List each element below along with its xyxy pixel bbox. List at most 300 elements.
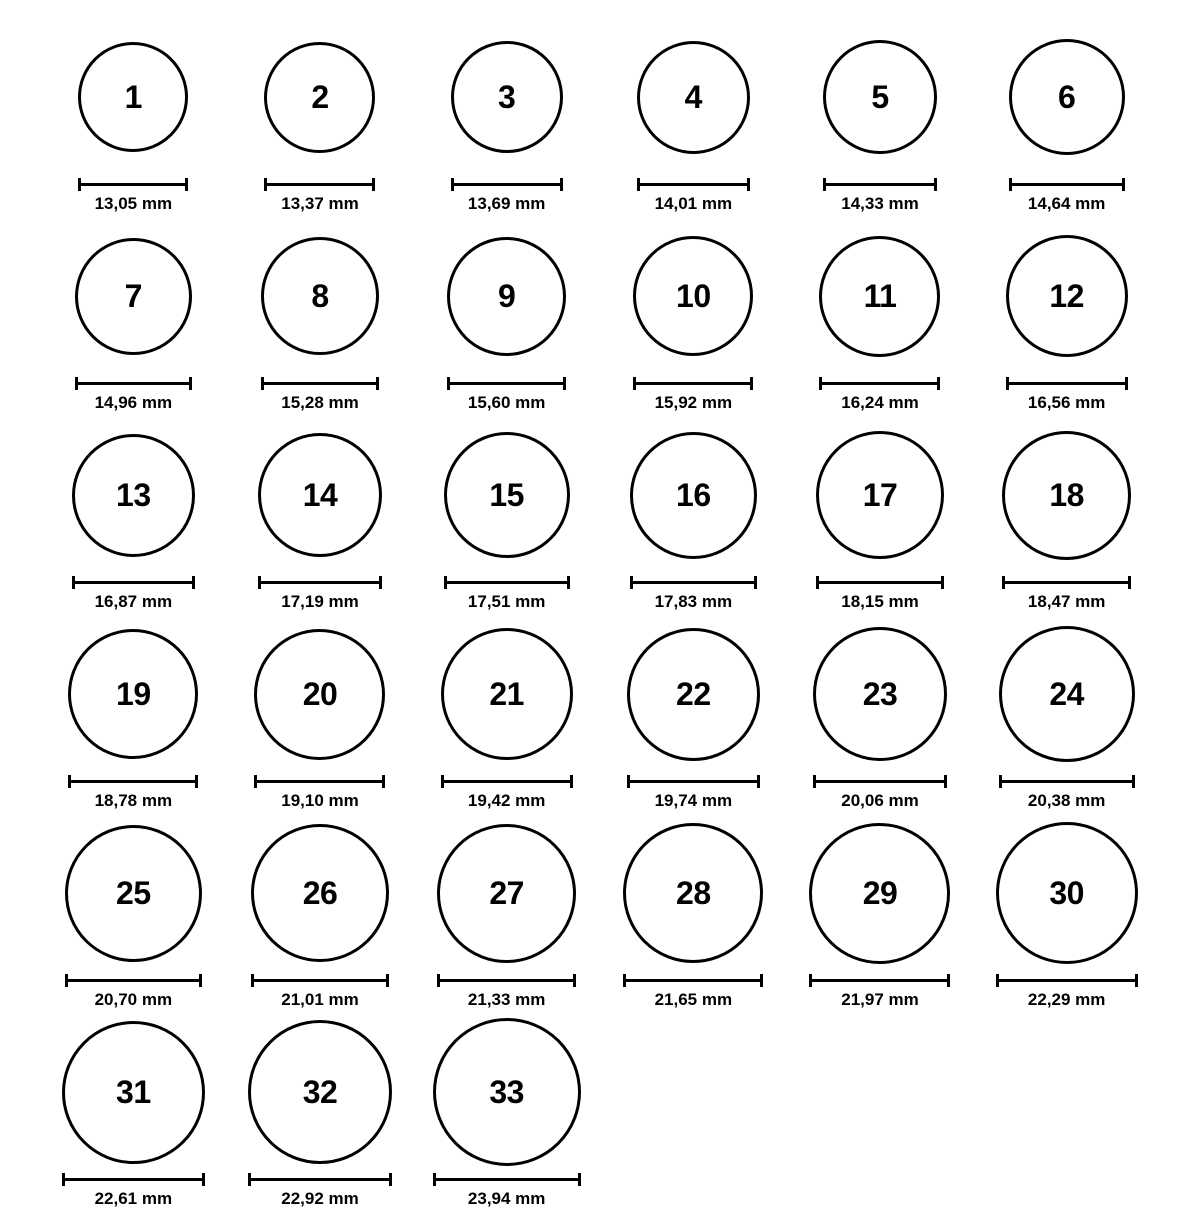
ring-circle-icon (264, 42, 375, 153)
ring-circle-wrap (251, 818, 389, 968)
ring-measurement (819, 377, 940, 413)
ring-circle-icon (1009, 39, 1125, 155)
ring-measurement (637, 178, 750, 214)
ring-size-cell (227, 420, 414, 619)
ring-measurement (248, 1173, 392, 1209)
ring-circle-wrap (441, 619, 573, 769)
ring-size-cell (973, 22, 1160, 221)
ring-size-cell (600, 420, 787, 619)
ring-circle-icon (433, 1018, 581, 1166)
ring-diameter-label: 14,01 mm (654, 194, 733, 213)
caliper-bar (633, 382, 753, 385)
caliper-bar (816, 581, 944, 584)
caliper-tick-right (382, 775, 385, 788)
ring-size-number: 7 (124, 278, 142, 314)
ring-diameter-label: 15,60 mm (467, 393, 546, 412)
caliper-tick-left (65, 974, 68, 987)
ring-size-number: 27 (489, 875, 524, 911)
ring-circle-wrap (72, 420, 195, 570)
ring-diameter-label: 22,92 mm (281, 1189, 359, 1208)
ring-measurement (444, 576, 570, 612)
ring-circle-icon (627, 628, 760, 761)
ring-size-cell (600, 22, 787, 221)
ring-size-number: 33 (489, 1074, 524, 1110)
ring-circle-icon (261, 237, 379, 355)
ring-circle-wrap (627, 619, 760, 769)
caliper-tick-left (1009, 178, 1012, 191)
ring-diameter-label: 14,96 mm (94, 393, 173, 412)
ring-circle-wrap (264, 22, 375, 172)
ring-size-number: 17 (862, 477, 898, 513)
ring-circle-icon (1006, 235, 1128, 357)
ring-circle-wrap (1002, 420, 1131, 570)
ring-circle-icon (248, 1020, 392, 1164)
caliper-bar (75, 382, 192, 385)
ring-size-cell (227, 818, 414, 1017)
ring-size-number: 19 (116, 676, 151, 712)
ring-measurement (996, 974, 1138, 1010)
caliper-tick-left (78, 178, 81, 191)
ring-measurement (623, 974, 763, 1010)
ring-size-cell (600, 221, 787, 420)
ring-diameter-label: 16,24 mm (841, 393, 919, 412)
caliper-tick-left (441, 775, 444, 788)
ring-size-number: 6 (1058, 79, 1076, 115)
ring-size-number: 25 (116, 875, 151, 911)
ring-size-cell (600, 818, 787, 1017)
ring-measurement (437, 974, 576, 1010)
caliper-bar (251, 979, 389, 982)
caliper-tick-left (823, 178, 826, 191)
ring-measurement (65, 974, 202, 1010)
caliper-tick-right (570, 775, 573, 788)
ring-circle-icon (999, 626, 1135, 762)
caliper-icon (447, 377, 566, 389)
caliper-bar (627, 780, 760, 783)
ring-measurement (630, 576, 757, 612)
ring-circle-wrap (819, 221, 940, 371)
caliper-icon (633, 377, 753, 389)
ring-size-cell (787, 619, 974, 818)
ring-measurement (1002, 576, 1131, 612)
ring-measurement (1009, 178, 1125, 214)
ring-circle-wrap (248, 1017, 392, 1167)
caliper-bar (1002, 581, 1131, 584)
caliper-tick-left (996, 974, 999, 987)
ring-circle-wrap (75, 221, 192, 371)
ring-circle-wrap (999, 619, 1135, 769)
ring-circle-icon (68, 629, 198, 759)
ring-size-number: 2 (311, 79, 329, 115)
ring-size-cell (973, 420, 1160, 619)
ring-measurement (999, 775, 1135, 811)
ring-circle-wrap (809, 818, 950, 968)
ring-size-number: 1 (124, 79, 142, 115)
ring-circle-wrap (637, 22, 750, 172)
ring-size-number: 24 (1049, 676, 1084, 712)
ring-diameter-label: 19,42 mm (467, 791, 546, 810)
ring-measurement (78, 178, 188, 214)
ring-size-cell (973, 619, 1160, 818)
ring-measurement (1006, 377, 1128, 413)
caliper-bar (809, 979, 950, 982)
ring-size-number: 30 (1049, 875, 1084, 911)
ring-circle-wrap (823, 22, 937, 172)
caliper-tick-right (195, 775, 198, 788)
caliper-bar (248, 1178, 392, 1181)
caliper-tick-right (560, 178, 563, 191)
caliper-icon (437, 974, 576, 986)
caliper-tick-right (202, 1173, 205, 1186)
ring-size-cell (787, 22, 974, 221)
caliper-icon (441, 775, 573, 787)
ring-measurement (264, 178, 375, 214)
caliper-bar (254, 780, 385, 783)
caliper-tick-right (944, 775, 947, 788)
caliper-bar (444, 581, 570, 584)
caliper-tick-right (1122, 178, 1125, 191)
caliper-tick-right (754, 576, 757, 589)
caliper-bar (823, 183, 937, 186)
ring-circle-icon (813, 627, 947, 761)
ring-circle-icon (444, 432, 570, 558)
caliper-tick-right (1128, 576, 1131, 589)
caliper-tick-left (258, 576, 261, 589)
ring-size-cell (413, 420, 600, 619)
ring-size-number: 23 (862, 676, 898, 712)
ring-size-cell (413, 221, 600, 420)
caliper-tick-left (819, 377, 822, 390)
ring-diameter-label: 16,56 mm (1027, 393, 1106, 412)
caliper-tick-left (447, 377, 450, 390)
ring-diameter-label: 15,92 mm (654, 393, 733, 412)
ring-diameter-label: 21,33 mm (467, 990, 546, 1009)
caliper-bar (264, 183, 375, 186)
ring-size-cell (227, 221, 414, 420)
caliper-icon (999, 775, 1135, 787)
ring-size-cell (40, 221, 227, 420)
caliper-tick-right (389, 1173, 392, 1186)
ring-measurement (809, 974, 950, 1010)
caliper-icon (72, 576, 195, 588)
caliper-icon (637, 178, 750, 190)
caliper-bar (65, 979, 202, 982)
ring-circle-wrap (254, 619, 385, 769)
caliper-icon (451, 178, 563, 190)
ring-circle-wrap (68, 619, 198, 769)
caliper-tick-right (760, 974, 763, 987)
caliper-tick-right (185, 178, 188, 191)
caliper-bar (62, 1178, 205, 1181)
ring-circle-wrap (1009, 22, 1125, 172)
ring-measurement (823, 178, 937, 214)
ring-size-cell (973, 818, 1160, 1017)
caliper-tick-right (376, 377, 379, 390)
caliper-icon (816, 576, 944, 588)
ring-circle-icon (816, 431, 944, 559)
ring-circle-icon (258, 433, 382, 557)
caliper-bar (451, 183, 563, 186)
ring-diameter-label: 23,94 mm (467, 1189, 546, 1208)
caliper-tick-right (1125, 377, 1128, 390)
caliper-tick-left (999, 775, 1002, 788)
caliper-bar (996, 979, 1138, 982)
ring-diameter-label: 21,97 mm (841, 990, 919, 1009)
ring-diameter-label: 19,74 mm (654, 791, 733, 810)
caliper-tick-left (623, 974, 626, 987)
ring-circle-icon (1002, 431, 1131, 560)
ring-circle-icon (78, 42, 188, 152)
ring-circle-icon (447, 237, 566, 356)
ring-size-number: 5 (871, 79, 889, 115)
ring-size-number: 11 (863, 278, 897, 314)
ring-diameter-label: 18,15 mm (841, 592, 919, 611)
caliper-bar (433, 1178, 581, 1181)
caliper-icon (78, 178, 188, 190)
ring-measurement (441, 775, 573, 811)
caliper-bar (261, 382, 379, 385)
ring-size-cell (787, 221, 974, 420)
ring-circle-wrap (444, 420, 570, 570)
ring-circle-wrap (451, 22, 563, 172)
ring-circle-wrap (623, 818, 763, 968)
ring-circle-icon (451, 41, 563, 153)
ring-measurement (251, 974, 389, 1010)
ring-diameter-label: 18,47 mm (1027, 592, 1106, 611)
ring-diameter-label: 17,19 mm (281, 592, 359, 611)
caliper-tick-right (567, 576, 570, 589)
ring-size-cell (413, 619, 600, 818)
ring-circle-icon (72, 434, 195, 557)
caliper-icon (627, 775, 760, 787)
ring-size-cell (413, 818, 600, 1017)
caliper-bar (637, 183, 750, 186)
caliper-tick-left (75, 377, 78, 390)
ring-circle-wrap (633, 221, 753, 371)
caliper-tick-right (937, 377, 940, 390)
ring-circle-wrap (433, 1017, 581, 1167)
caliper-tick-right (192, 576, 195, 589)
ring-measurement (627, 775, 760, 811)
ring-measurement (447, 377, 566, 413)
ring-diameter-label: 13,05 mm (94, 194, 173, 213)
ring-diameter-label: 13,37 mm (281, 194, 359, 213)
ring-size-cell (413, 22, 600, 221)
caliper-tick-left (816, 576, 819, 589)
ring-measurement (68, 775, 198, 811)
ring-size-number: 31 (116, 1074, 151, 1110)
ring-measurement (633, 377, 753, 413)
ring-size-number: 26 (302, 875, 338, 911)
caliper-tick-left (261, 377, 264, 390)
ring-size-cell (40, 420, 227, 619)
ring-size-number: 13 (116, 477, 151, 513)
caliper-bar (258, 581, 382, 584)
ring-measurement (261, 377, 379, 413)
caliper-tick-left (630, 576, 633, 589)
ring-size-number: 18 (1049, 477, 1084, 513)
ring-diameter-label: 21,01 mm (281, 990, 359, 1009)
caliper-bar (999, 780, 1135, 783)
caliper-icon (1009, 178, 1125, 190)
ring-circle-wrap (813, 619, 947, 769)
ring-size-cell (787, 420, 974, 619)
caliper-icon (623, 974, 763, 986)
caliper-bar (623, 979, 763, 982)
ring-measurement (451, 178, 563, 214)
caliper-tick-left (813, 775, 816, 788)
ring-measurement (813, 775, 947, 811)
caliper-icon (996, 974, 1138, 986)
caliper-bar (72, 581, 195, 584)
ring-size-number: 3 (498, 79, 516, 115)
ring-size-cell (40, 619, 227, 818)
ring-size-number: 14 (302, 477, 338, 513)
caliper-tick-right (199, 974, 202, 987)
caliper-tick-right (1135, 974, 1138, 987)
caliper-tick-left (633, 377, 636, 390)
ring-size-number: 9 (498, 278, 516, 314)
ring-circle-wrap (258, 420, 382, 570)
ring-size-number: 32 (302, 1074, 338, 1110)
ring-circle-icon (65, 825, 202, 962)
ring-diameter-label: 20,06 mm (841, 791, 919, 810)
ring-diameter-label: 21,65 mm (654, 990, 733, 1009)
caliper-bar (78, 183, 188, 186)
caliper-icon (433, 1173, 581, 1185)
caliper-bar (68, 780, 198, 783)
caliper-icon (68, 775, 198, 787)
ring-measurement (72, 576, 195, 612)
caliper-tick-right (578, 1173, 581, 1186)
ring-circle-icon (630, 432, 757, 559)
caliper-icon (62, 1173, 205, 1185)
ring-circle-wrap (1006, 221, 1128, 371)
caliper-tick-right (563, 377, 566, 390)
ring-diameter-label: 19,10 mm (281, 791, 359, 810)
caliper-icon (823, 178, 937, 190)
caliper-tick-right (573, 974, 576, 987)
ring-circle-wrap (630, 420, 757, 570)
ring-circle-icon (254, 629, 385, 760)
caliper-tick-left (444, 576, 447, 589)
ring-circle-icon (819, 236, 940, 357)
ring-circle-icon (996, 822, 1138, 964)
ring-size-number: 29 (862, 875, 898, 911)
ring-circle-wrap (996, 818, 1138, 968)
ring-size-number: 12 (1049, 278, 1084, 314)
caliper-bar (630, 581, 757, 584)
caliper-icon (813, 775, 947, 787)
caliper-icon (444, 576, 570, 588)
ring-size-number: 15 (489, 477, 524, 513)
caliper-bar (813, 780, 947, 783)
ring-circle-icon (251, 824, 389, 962)
caliper-icon (254, 775, 385, 787)
caliper-tick-right (386, 974, 389, 987)
ring-size-cell (40, 1017, 227, 1216)
ring-size-cell (227, 619, 414, 818)
ring-size-cell (40, 818, 227, 1017)
ring-size-number: 22 (676, 676, 711, 712)
ring-size-cell (227, 22, 414, 221)
ring-size-number: 10 (676, 278, 711, 314)
caliper-icon (1006, 377, 1128, 389)
ring-circle-icon (62, 1021, 205, 1164)
caliper-tick-left (62, 1173, 65, 1186)
ring-circle-wrap (816, 420, 944, 570)
ring-measurement (258, 576, 382, 612)
caliper-tick-right (947, 974, 950, 987)
ring-circle-wrap (447, 221, 566, 371)
ring-circle-wrap (261, 221, 379, 371)
ring-size-cell (40, 22, 227, 221)
ring-diameter-label: 20,38 mm (1027, 791, 1106, 810)
caliper-bar (447, 382, 566, 385)
ring-diameter-label: 15,28 mm (281, 393, 359, 412)
caliper-icon (261, 377, 379, 389)
caliper-icon (1002, 576, 1131, 588)
caliper-icon (251, 974, 389, 986)
ring-size-cell (227, 1017, 414, 1216)
caliper-tick-left (1002, 576, 1005, 589)
ring-size-cell (413, 1017, 600, 1216)
caliper-tick-right (941, 576, 944, 589)
caliper-tick-left (254, 775, 257, 788)
ring-circle-wrap (65, 818, 202, 968)
ring-diameter-label: 18,78 mm (94, 791, 173, 810)
ring-circle-icon (823, 40, 937, 154)
caliper-tick-left (72, 576, 75, 589)
caliper-icon (75, 377, 192, 389)
ring-measurement (433, 1173, 581, 1209)
ring-diameter-label: 14,33 mm (841, 194, 919, 213)
caliper-tick-right (757, 775, 760, 788)
ring-measurement (254, 775, 385, 811)
caliper-icon (819, 377, 940, 389)
ring-diameter-label: 14,64 mm (1027, 194, 1106, 213)
caliper-bar (1009, 183, 1125, 186)
caliper-tick-left (264, 178, 267, 191)
ring-diameter-label: 22,61 mm (94, 1189, 173, 1208)
ring-diameter-label: 20,70 mm (94, 990, 173, 1009)
caliper-tick-left (251, 974, 254, 987)
caliper-tick-left (637, 178, 640, 191)
caliper-bar (437, 979, 576, 982)
ring-size-number: 4 (684, 79, 702, 115)
ring-circle-icon (637, 41, 750, 154)
caliper-tick-right (747, 178, 750, 191)
caliper-icon (248, 1173, 392, 1185)
ring-circle-icon (75, 238, 192, 355)
ring-size-cell (973, 221, 1160, 420)
caliper-icon (809, 974, 950, 986)
ring-circle-wrap (437, 818, 576, 968)
ring-circle-wrap (62, 1017, 205, 1167)
ring-diameter-label: 17,83 mm (654, 592, 733, 611)
caliper-bar (1006, 382, 1128, 385)
caliper-tick-left (1006, 377, 1009, 390)
ring-circle-icon (623, 823, 763, 963)
caliper-tick-left (627, 775, 630, 788)
ring-size-cell (787, 818, 974, 1017)
ring-measurement (816, 576, 944, 612)
ring-size-number: 21 (489, 676, 524, 712)
caliper-tick-right (372, 178, 375, 191)
ring-size-number: 20 (302, 676, 338, 712)
caliper-icon (264, 178, 375, 190)
ring-measurement (62, 1173, 205, 1209)
